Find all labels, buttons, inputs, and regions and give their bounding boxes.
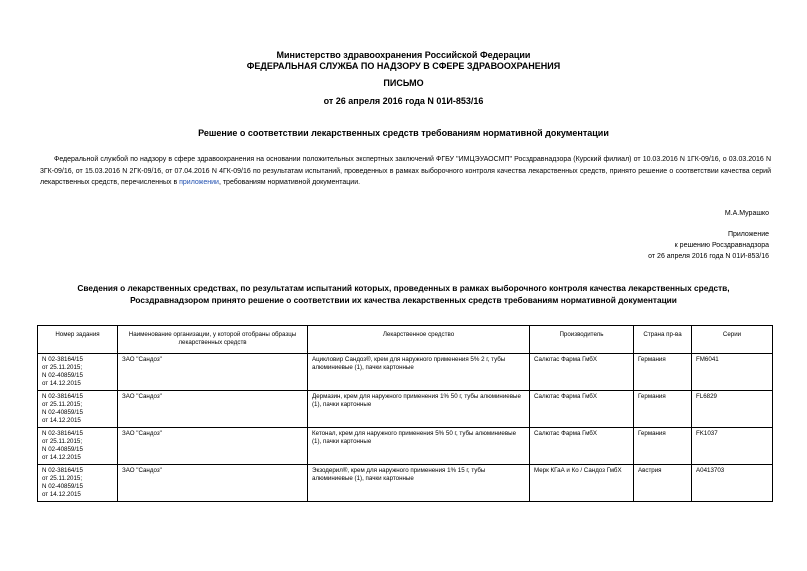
task-date-line: от 25.11.2015; xyxy=(42,364,83,371)
cell-organization: ЗАО "Сандоз" xyxy=(118,465,308,502)
header-organization: Наименование организации, у которой отобраны образцы лекарственных средств xyxy=(118,326,308,354)
cell-series: FL6829 xyxy=(692,391,773,428)
drugs-table xyxy=(37,325,773,502)
cell-manufacturer: Салютас Фарма ГмбХ xyxy=(530,428,634,465)
appendix-decision: к решению Росздравнадзора xyxy=(674,242,769,249)
header-task-number: Номер задания xyxy=(38,326,118,354)
appendix-date: от 26 апреля 2016 года N 01И-853/16 xyxy=(648,253,769,260)
document-subject: Решение о соответствии лекарственных средств требованиям нормативной документации xyxy=(198,128,609,138)
table-header-row xyxy=(38,326,773,354)
cell-task-number xyxy=(38,465,118,502)
header-series: Серии xyxy=(692,326,773,354)
cell-drug: Кетонал, крем для наружного применения 5% 50 г, тубы алюминиевые (1), пачки картонные xyxy=(308,428,530,465)
cell-manufacturer: Салютас Фарма ГмбХ xyxy=(530,391,634,428)
cell-country: Германия xyxy=(634,391,692,428)
task-date-line: от 25.11.2015; xyxy=(42,438,83,445)
task-date-line: от 14.12.2015 xyxy=(42,417,81,424)
body-text: Федеральной службой по надзору в сфере здравоохранения на основании положительных экспертных заключений ФГБУ "ИМЦЭУАОСМП" Росздравнадзора (Курский филиал) от 10.03.2016 N 1ГК-09/16, о 03.03.2016 N 3ГК-09/16, от 15.03.2016 N 2ГК-09/16, от 07.04.2016 N 4ГК-09/16 по результатам испытаний, проведенных в рамках выборочного контроля качества лекарственных средств, принято решение о соответствии качества серий лекарственных средств, перечисленных в xyxy=(40,156,771,186)
document-type: ПИСЬМО xyxy=(383,78,424,88)
table-row xyxy=(38,391,773,428)
cell-country: Австрия xyxy=(634,465,692,502)
body-paragraph xyxy=(40,154,771,189)
cell-organization: ЗАО "Сандоз" xyxy=(118,354,308,391)
appendix-link[interactable]: приложении xyxy=(179,179,219,186)
task-number-line: N 02-40859/15 xyxy=(42,446,83,453)
ministry-name: Министерство здравоохранения Российской Федерации xyxy=(276,50,531,60)
task-number-line: N 02-40859/15 xyxy=(42,483,83,490)
section-title-line1: Сведения о лекарственных средствах, по результатам испытаний которых, проведенных в рамках выборочного контроля качества лекарственных средств, xyxy=(77,283,730,293)
section-title-line2: Росздравнадзором принято решение о соответствии их качества лекарственных средств требованиям нормативной документации xyxy=(130,295,677,305)
task-date-line: от 25.11.2015; xyxy=(42,401,83,408)
cell-task-number xyxy=(38,354,118,391)
cell-country: Германия xyxy=(634,354,692,391)
cell-manufacturer: Салютас Фарма ГмбХ xyxy=(530,354,634,391)
task-date-line: от 14.12.2015 xyxy=(42,380,81,387)
task-date-line: от 14.12.2015 xyxy=(42,454,81,461)
cell-task-number xyxy=(38,428,118,465)
body-text-end: , требованиям нормативной документации. xyxy=(218,179,361,186)
cell-drug: Экзодерил®, крем для наружного применения 1% 15 г, тубы алюминиевые (1), пачки картонные xyxy=(308,465,530,502)
document-date: от 26 апреля 2016 года N 01И-853/16 xyxy=(323,96,484,106)
cell-series: A0413703 xyxy=(692,465,773,502)
cell-organization: ЗАО "Сандоз" xyxy=(118,428,308,465)
task-date-line: от 25.11.2015; xyxy=(42,475,83,482)
cell-task-number xyxy=(38,391,118,428)
cell-series: FK1037 xyxy=(692,428,773,465)
table-row xyxy=(38,354,773,391)
signature: М.А.Мурашко xyxy=(724,210,769,217)
cell-series: FM6041 xyxy=(692,354,773,391)
header-country: Страна пр-ва xyxy=(634,326,692,354)
task-number-line: N 02-38164/15 xyxy=(42,356,83,363)
cell-country: Германия xyxy=(634,428,692,465)
header-drug: Лекарственное средство xyxy=(308,326,530,354)
cell-manufacturer: Мерк КГаА и Ко / Сандоз ГмбХ xyxy=(530,465,634,502)
task-number-line: N 02-40859/15 xyxy=(42,409,83,416)
header-manufacturer: Производитель xyxy=(530,326,634,354)
cell-drug: Дермазин, крем для наружного применения 1% 50 г, тубы алюминиевые (1), пачки картонные xyxy=(308,391,530,428)
table-row xyxy=(38,465,773,502)
appendix-label: Приложение xyxy=(727,231,769,238)
table-row xyxy=(38,428,773,465)
task-number-line: N 02-38164/15 xyxy=(42,467,83,474)
task-date-line: от 14.12.2015 xyxy=(42,491,81,498)
cell-drug: Ацикловир Сандоз®, крем для наружного применения 5% 2 г, тубы алюминиевые (1), пачки картонные xyxy=(308,354,530,391)
task-number-line: N 02-38164/15 xyxy=(42,393,83,400)
cell-organization: ЗАО "Сандоз" xyxy=(118,391,308,428)
service-name: ФЕДЕРАЛЬНАЯ СЛУЖБА ПО НАДЗОРУ В СФЕРЕ ЗДРАВООХРАНЕНИЯ xyxy=(246,61,561,71)
task-number-line: N 02-40859/15 xyxy=(42,372,83,379)
task-number-line: N 02-38164/15 xyxy=(42,430,83,437)
